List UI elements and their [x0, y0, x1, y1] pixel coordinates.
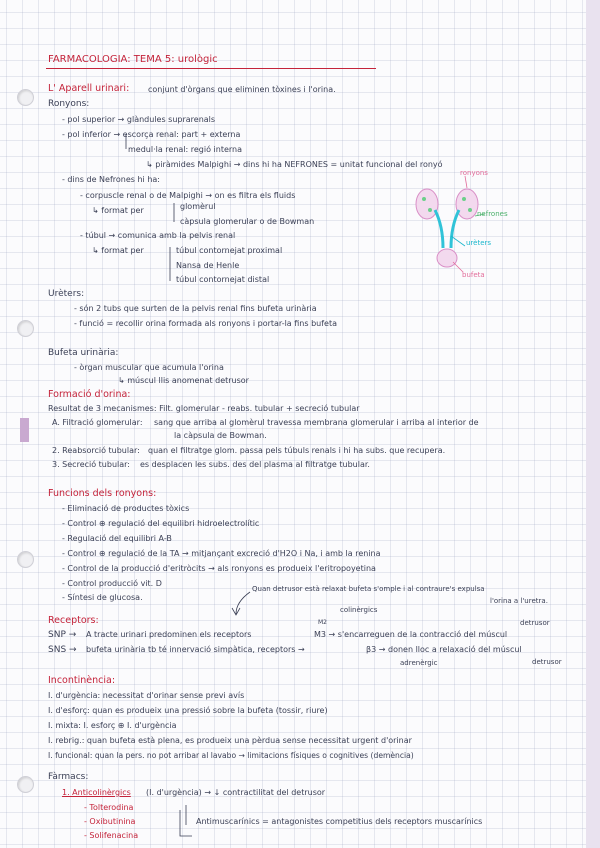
page-title: FARMACOLOGIA: TEMA 5: urològic [48, 54, 218, 65]
incontinencia-item: I. d'esforç: quan es produeix una pressió sobre la bufeta (tossir, riure) [48, 706, 328, 715]
aparell-line: ↳ format per [92, 206, 144, 215]
incontinencia-heading: Incontinència: [48, 675, 116, 686]
receptors-m2: M2 [318, 619, 327, 626]
farmacs-class-label: 1. Anticolinèrgics [62, 788, 131, 797]
aparell-line: túbul contornejat distal [176, 275, 270, 284]
diagram-label-nefrones: nefrones [477, 210, 508, 218]
diagram-label-bufeta: bufeta [462, 271, 485, 279]
funcions-item: - Control producció vit. D [62, 579, 162, 588]
aparell-line: càpsula glomerular o de Bowman [180, 217, 315, 226]
incontinencia-item: I. d'urgència: necessitat d'orinar sense previ avís [48, 691, 245, 700]
aparell-heading: L' Aparell urinari: [48, 83, 130, 94]
formacio-result: Resultat de 3 mecanismes: Filt. glomerular - reabs. tubular + secreció tubular [48, 404, 360, 413]
sns-beta-text: β3 → donen lloc a relaxació del múscul [366, 645, 522, 654]
drug-item: - Oxibutinina [84, 817, 136, 826]
ureters-line: - funció = recollir orina formada als ronyons i portar-la fins bufeta [74, 319, 337, 328]
aparell-line: - pol inferior → escorça renal: part + externa [62, 130, 241, 139]
aparell-line: - corpuscle renal o de Malpighi → on es filtra els fluids [80, 191, 296, 200]
farmacs-label: Fàrmacs: [48, 772, 89, 782]
aparell-line: medul·la renal: regió interna [128, 145, 243, 154]
ureters-line: - són 2 tubs que surten de la pelvis renal fins bufeta urinària [74, 304, 317, 313]
formacio-step-text: la càpsula de Bowman. [174, 431, 267, 440]
aparell-line: ↳ piràmides Malpighi → dins hi ha NEFRONES = unitat funcional del ronyó [146, 160, 443, 169]
formacio-step-text: es desplacen les subs. des del plasma al filtratge tubular. [140, 460, 370, 469]
aparell-definition: conjunt d'òrgans que eliminen tòxines i l'orina. [148, 85, 336, 94]
aparell-line: - dins de Nefrones hi ha: [62, 175, 160, 184]
receptors-detrusor: detrusor [532, 658, 562, 666]
receptors-heading: Receptors: [48, 615, 99, 626]
funcions-note: l'orina a l'uretra. [490, 597, 548, 605]
bufeta-label: Bufeta urinària: [48, 348, 119, 358]
funcions-item: - Regulació del equilibri A-B [62, 534, 172, 543]
snp-label: SNP → [48, 630, 77, 640]
formacio-step-label: 2. Reabsorció tubular: [52, 446, 140, 455]
funcions-item: - Control ⊕ regulació de la TA → mitjançant excreció d'H2O i Na, i amb la renina [62, 549, 381, 558]
farmacs-class-text: (I. d'urgència) → ↓ contractilitat del detrusor [146, 788, 326, 797]
aparell-line: - túbul → comunica amb la pelvis renal [80, 231, 236, 240]
incontinencia-item: I. mixta: I. esforç ⊕ I. d'urgència [48, 721, 177, 730]
funcions-item: - Control de la producció d'eritròcits → als ronyons es produeix l'eritropoyetina [62, 564, 376, 573]
diagram-label-ronyons: ronyons [460, 169, 488, 177]
drug-item: - Tolterodina [84, 803, 134, 812]
incontinencia-item: I. rebrig.: quan bufeta està plena, es produeix una pèrdua sense necessitat urgent d'orinar [48, 736, 412, 745]
formacio-step-label: A. Filtració glomerular: [52, 418, 143, 427]
funcions-note: Quan detrusor està relaxat bufeta s'omple i al contraure's expulsa [252, 585, 485, 593]
snp-m3-text: M3 → s'encarreguen de la contracció del múscul [314, 630, 508, 639]
aparell-line: - pol superior → glàndules suprarenals [62, 115, 216, 124]
ronyons-label: Ronyons: [48, 99, 90, 109]
incontinencia-item: I. funcional: quan la pers. no pot arribar al lavabo → limitacions físiques o cognitives (demència) [48, 751, 414, 760]
formacio-step-text: sang que arriba al glomèrul travessa membrana glomerular i arriba al interior de [154, 418, 479, 427]
bufeta-line: ↳ múscul llis anomenat detrusor [118, 376, 249, 385]
funcions-heading: Funcions dels ronyons: [48, 488, 157, 499]
snp-text: A tracte urinari predominen els receptors [86, 630, 252, 639]
aparell-line: Nansa de Henle [176, 261, 240, 270]
formacio-step-text: quan el filtratge glom. passa pels túbuls renals i hi ha subs. que recupera. [148, 446, 446, 455]
antimuscarinics-text: Antimuscarínics = antagonistes competitius dels receptors muscarínics [196, 817, 483, 826]
receptors-adrenergic: adrenèrgic [400, 659, 438, 667]
funcions-item: - Eliminació de productes tòxics [62, 504, 190, 513]
sns-label: SNS → [48, 645, 77, 655]
receptors-colinergics: colinèrgics [340, 606, 378, 614]
sns-text: bufeta urinària tb té innervació simpàtica, receptors → [86, 645, 305, 654]
ureters-label: Urèters: [48, 289, 85, 299]
diagram-label-ureters: urèters [466, 239, 492, 247]
receptors-detrusor: detrusor [520, 619, 550, 627]
funcions-item: - Control ⊕ regulació del equilibri hidroelectrolític [62, 519, 260, 528]
aparell-line: glomèrul [180, 202, 216, 211]
formacio-heading: Formació d'orina: [48, 389, 131, 400]
aparell-line: ↳ format per [92, 246, 144, 255]
aparell-line: túbul contornejat proximal [176, 246, 283, 255]
drug-item: - Solifenacina [84, 831, 139, 840]
bufeta-line: - òrgan muscular que acumula l'orina [74, 363, 224, 372]
funcions-item: - Síntesi de glucosa. [62, 593, 143, 602]
formacio-step-label: 3. Secreció tubular: [52, 460, 130, 469]
